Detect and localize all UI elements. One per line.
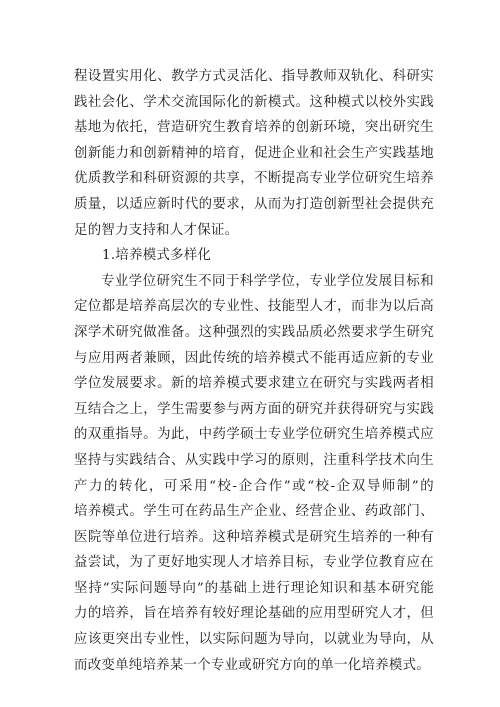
- text-line: 与应用两者兼顾，因此传统的培养模式不能再适应新的专业: [74, 350, 434, 366]
- text-line: 力的培养，旨在培养有较好理论基础的应用型研究人才，但: [74, 606, 434, 622]
- text-line: 医院等单位进行培养。这种培养模式是研究生培养的一种有: [74, 529, 434, 545]
- text-line: 基地为依托，营造研究生教育培养的创新环境，突出研究生: [74, 120, 434, 136]
- paragraph-training-mode: [74, 269, 434, 679]
- text-line: 产力的转化，可采用“校-企合作”或“校-企双导师制”的: [74, 478, 434, 494]
- text-line: 的双重指导。为此，中药学硕士专业学位研究生培养模式应: [74, 427, 434, 443]
- section-heading: 1.培养模式多样化: [102, 248, 212, 264]
- text-line: 深学术研究做准备。这种强烈的实践品质必然要求学生研究: [74, 324, 434, 340]
- text-line: 足的智力支持和人才保证。: [74, 222, 239, 238]
- text-line: 应该更突出专业性，以实际问题为导向，以就业为导向，从: [74, 632, 434, 648]
- text-line: 专业学位研究生不同于科学学位，专业学位发展目标和: [101, 273, 434, 289]
- text-line: 坚持与实践结合、从实践中学习的原则，注重科学技术向生: [74, 452, 434, 468]
- text-line: 践社会化、学术交流国际化的新模式。这种模式以校外实践: [74, 94, 434, 110]
- text-line: 质量，以适应新时代的要求，从而为打造创新型社会提供充: [74, 196, 434, 212]
- text-line: 优质教学和科研资源的共享，不断提高专业学位研究生培养: [74, 171, 434, 187]
- text-line: 互结合之上，学生需要参与两方面的研究并获得研究与实践: [74, 401, 434, 417]
- paragraph-intro: [74, 64, 434, 243]
- text-line: 程设置实用化、教学方式灵活化、指导教师双轨化、科研实: [74, 69, 434, 84]
- text-line: 培养模式。学生可在药品生产企业、经营企业、药政部门、: [74, 504, 434, 520]
- text-line: 益尝试，为了更好地实现人才培养目标，专业学位教育应在: [74, 555, 434, 571]
- text-line: 坚持“实际问题导向”的基础上进行理论知识和基本研究能: [74, 580, 434, 596]
- document-page: [74, 64, 434, 678]
- text-line: 而改变单纯培养某一个专业或研究方向的单一化培养模式。: [74, 657, 430, 673]
- text-line: 创新能力和创新精神的培育，促进企业和社会生产实践基地: [74, 145, 434, 161]
- text-line: 学位发展要求。新的培养模式要求建立在研究与实践两者相: [74, 376, 434, 392]
- text-line: 定位都是培养高层次的专业性、技能型人才，而非为以后高: [74, 299, 434, 315]
